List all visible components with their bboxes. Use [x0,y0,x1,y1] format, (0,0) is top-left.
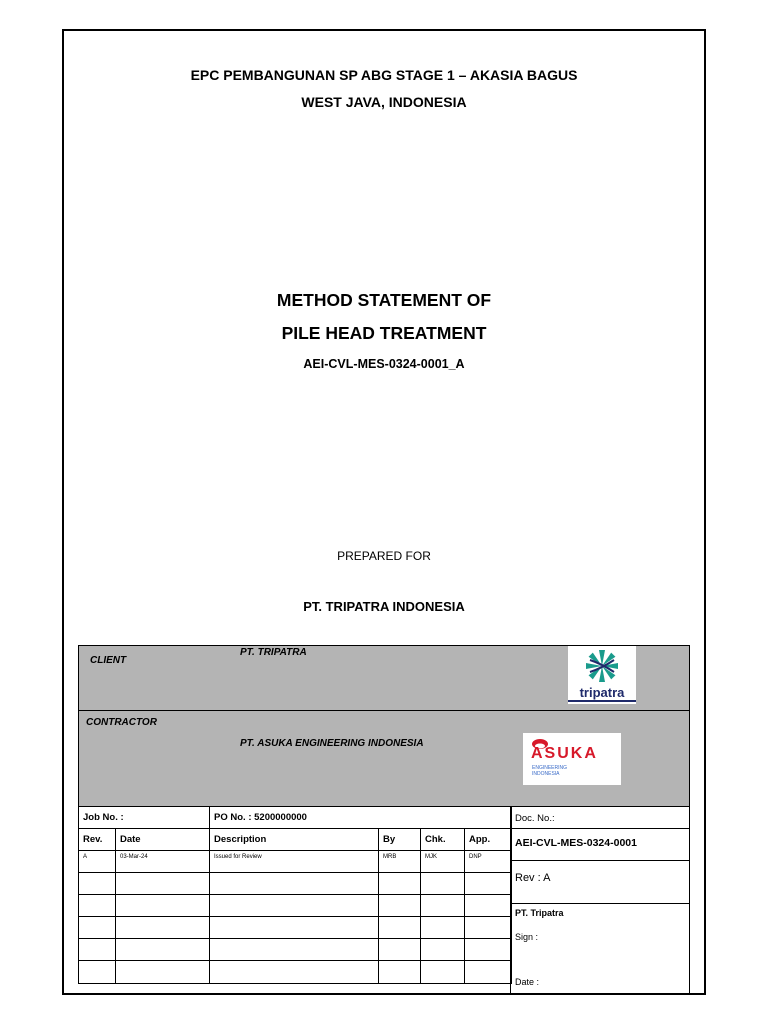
company-name: PT. Tripatra [515,908,564,918]
client-value: PT. TRIPATRA [240,647,307,658]
asuka-logo-text: ASUKA [531,745,598,762]
table-row [79,939,512,961]
divider [511,828,689,829]
prepared-for-name: PT. TRIPATRA INDONESIA [303,599,465,614]
divider [511,860,689,861]
revision-header-row [79,829,512,851]
asuka-logo [523,733,621,785]
po-no: PO No. : 5200000000 [210,807,512,829]
row-date: 03-Mar-24 [116,851,210,873]
table-row [79,917,512,939]
rev-value: Rev : A [515,872,551,884]
document-number: AEI-CVL-MES-0324-0001_A [303,357,465,371]
contractor-label: CONTRACTOR [86,717,157,728]
project-title-line1: EPC PEMBANGUNAN SP ABG STAGE 1 – AKASIA BAGUS [190,67,578,83]
header-date: Date [116,829,210,851]
prepared-for-label: PREPARED FOR [337,549,431,563]
header-by: By [379,829,421,851]
document-title-line2: PILE HEAD TREATMENT [281,323,487,343]
table-row [79,851,512,873]
table-row [79,961,512,984]
row-chk: MJK [421,851,465,873]
revision-table [78,806,512,984]
tripatra-logo-text: tripatra [568,685,636,702]
header-description: Description [210,829,379,851]
client-block [78,645,690,711]
row-rev: A [79,851,116,873]
row-app: DNP [465,851,512,873]
document-title-line1: METHOD STATEMENT OF [276,290,492,310]
job-po-row [79,807,512,829]
client-label: CLIENT [90,655,127,666]
header-rev: Rev. [79,829,116,851]
row-description: Issued for Review [210,851,379,873]
doc-info-panel [510,806,690,995]
contractor-value: PT. ASUKA ENGINEERING INDONESIA [240,738,424,749]
sign-field: Sign : [515,932,539,942]
asuka-logo-subtext-1: ENGINEERING [532,765,568,771]
table-row [79,895,512,917]
asuka-logo-subtext-2: INDONESIA [532,771,560,777]
project-title-line2: WEST JAVA, INDONESIA [301,94,467,110]
table-row [79,873,512,895]
header-chk: Chk. [421,829,465,851]
row-by: MRB [379,851,421,873]
contractor-block [78,710,690,807]
job-no: Job No. : [79,807,210,829]
tripatra-logo [568,646,636,704]
doc-no-label: Doc. No.: [515,813,555,824]
date-field: Date : [515,977,540,987]
doc-no-value: AEI-CVL-MES-0324-0001 [515,837,637,849]
divider [511,903,689,904]
header-app: App. [465,829,512,851]
